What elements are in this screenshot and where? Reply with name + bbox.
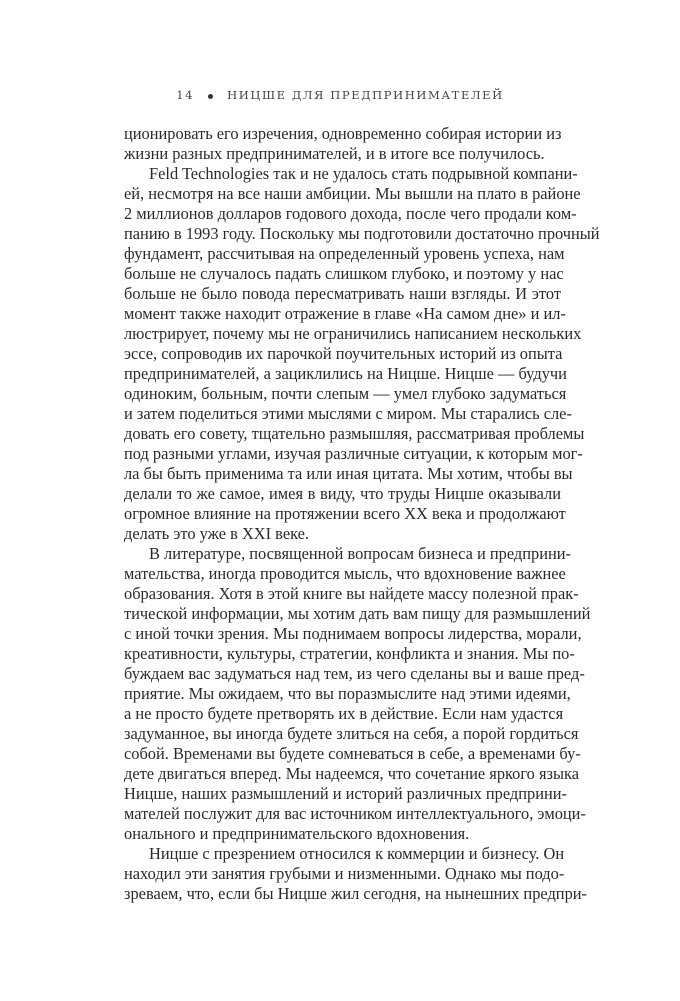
text-line: тической информации, мы хотим дать вам пищу для размышлений <box>124 604 591 623</box>
text-line: образования. Хотя в этой книге вы найдете массу полезной прак- <box>124 584 579 603</box>
text-line: довать его совету, тщательно размышляя, рассматривая проблемы <box>124 424 585 443</box>
text-line: делали то же самое, имея в виду, что труды Ницше оказывали <box>124 484 561 503</box>
text-line: приятие. Мы ожидаем, что вы поразмыслите над этими идеями, <box>124 684 571 703</box>
text-line: онального и предпринимательского вдохновения. <box>124 824 470 843</box>
text-line: задуманное, вы иногда будете злиться на себя, а порой гордиться <box>124 724 579 743</box>
paragraph <box>124 124 561 164</box>
text-line: под разными углами, изучая различные ситуации, к которым мог- <box>124 444 583 463</box>
paragraph <box>124 164 600 544</box>
text-line: и затем поделиться этими мыслями с миром. Мы старались сле- <box>124 404 572 423</box>
text-line: Ницше с презрением относился к коммерции и бизнесу. Он <box>149 844 565 863</box>
text-line: фундамент, рассчитывая на определенный уровень успеха, нам <box>124 244 565 263</box>
text-line: а не просто будете претворять их в действие. Если нам удастся <box>124 704 564 723</box>
text-line: люстрирует, почему мы не ограничились написанием нескольких <box>124 324 582 343</box>
text-line: В литературе, посвященной вопросам бизнеса и предприни- <box>149 544 571 563</box>
page-body-text <box>124 124 600 904</box>
text-line: зреваем, что, если бы Ницше жил сегодня, на нынешних предпри- <box>124 884 587 903</box>
text-line: собой. Временами вы будете сомневаться в себе, а временами бу- <box>124 744 581 763</box>
text-line: жизни разных предпринимателей, и в итоге все получилось. <box>124 144 545 163</box>
text-line: находил эти занятия грубыми и низменными. Однако мы подо- <box>124 864 565 883</box>
text-line: дете двигаться вперед. Мы надеемся, что сочетание яркого языка <box>124 764 579 783</box>
text-line: мателей послужит для вас источником интеллектуального, эмоци- <box>124 804 586 823</box>
bullet-separator-icon <box>208 94 213 99</box>
running-header <box>0 88 680 102</box>
paragraph <box>124 544 591 844</box>
text-line: делать это уже в XXI веке. <box>124 524 310 543</box>
page-number: 14 <box>176 88 195 102</box>
text-line: панию в 1993 году. Поскольку мы подготовили достаточно прочный <box>124 224 600 243</box>
text-line: одиноким, больным, почти слепым — умел глубоко задуматься <box>124 384 567 403</box>
text-line: мательства, иногда проводится мысль, что вдохновение важнее <box>124 564 566 583</box>
text-line: креативности, культуры, стратегии, конфликта и знания. Мы по- <box>124 644 575 663</box>
text-line: момент также находит отражение в главе «На самом дне» и ил- <box>124 304 566 323</box>
text-line: Feld Technologies так и не удалось стать подрывной компани- <box>149 164 578 183</box>
text-line: буждаем вас задуматься над тем, из чего сделаны вы и ваше пред- <box>124 664 585 683</box>
text-line: огромное влияние на протяжении всего XX века и продолжают <box>124 504 566 523</box>
text-line: ла бы быть применима та или иная цитата. Мы хотим, чтобы вы <box>124 464 573 483</box>
text-line: Ницше, наших размышлений и историй различных предприни- <box>124 784 568 803</box>
paragraph <box>124 844 587 904</box>
text-line: ей, несмотря на все наши амбиции. Мы вышли на плато в районе <box>124 184 581 203</box>
text-line: предпринимателей, а зациклились на Ницше. Ницше — будучи <box>124 364 567 383</box>
text-line: ционировать его изречения, одновременно собирая истории из <box>124 124 562 143</box>
text-line: 2 миллионов долларов годового дохода, после чего продали ком- <box>124 204 577 223</box>
text-line: больше не случалось падать слишком глубоко, и поэтому у нас <box>124 264 564 283</box>
running-title: НИЦШЕ ДЛЯ ПРЕДПРИНИМАТЕЛЕЙ <box>227 88 504 102</box>
text-line: эссе, сопроводив их парочкой поучительных историй из опыта <box>124 344 563 363</box>
text-line: с иной точки зрения. Мы поднимаем вопросы лидерства, морали, <box>124 624 582 643</box>
text-line: больше не было повода пересматривать наши взгляды. И этот <box>124 284 561 303</box>
